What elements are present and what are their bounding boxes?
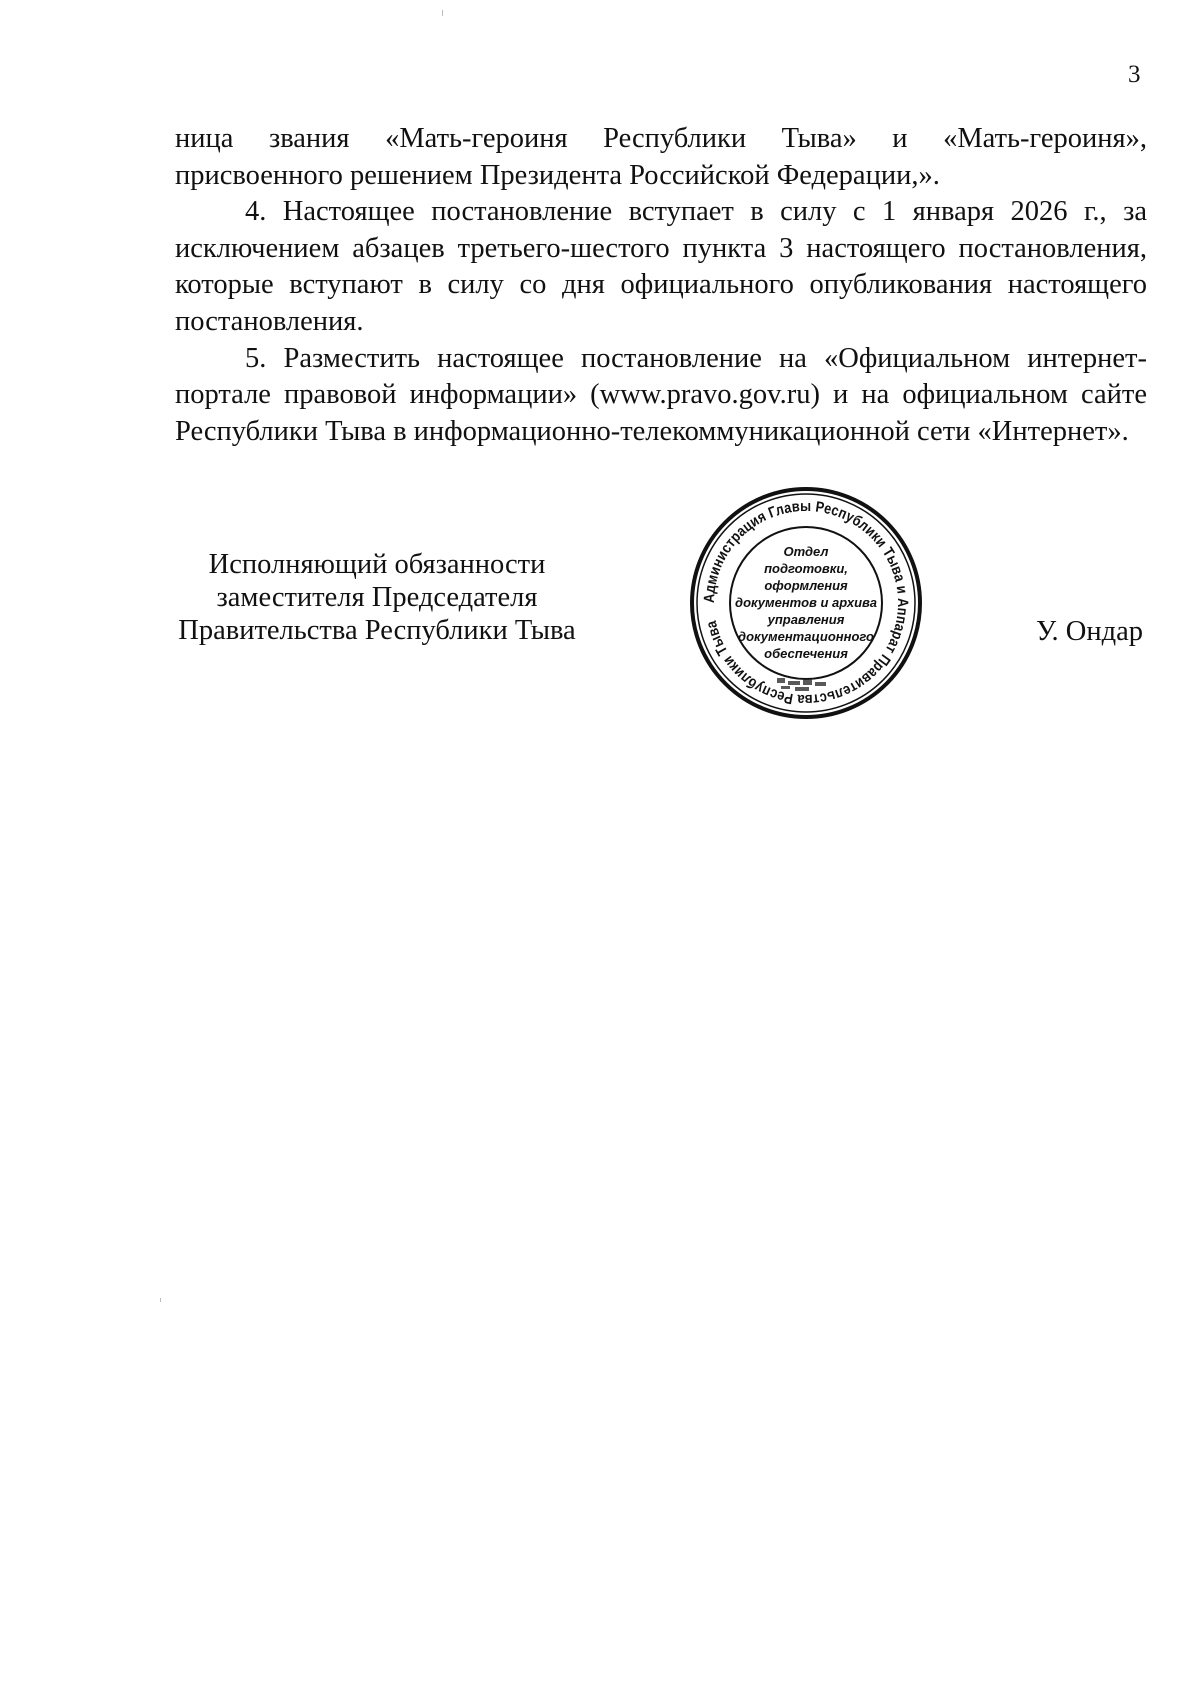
stamp-seal-icon — [685, 482, 927, 724]
stamp-center-line-5: управления — [767, 612, 845, 627]
stamp-center-line-4: документов и архива — [735, 595, 877, 610]
official-stamp — [685, 482, 927, 724]
signatory-position-line-1: Исполняющий обязанности — [208, 549, 546, 580]
signatory-position — [172, 548, 582, 647]
signatory-position-line-2: заместителя Председателя — [216, 582, 538, 613]
scan-artifact-left — [160, 1298, 161, 1302]
stamp-center-line-7: обеспечения — [764, 646, 848, 661]
stamp-center-line-2: подготовки, — [764, 561, 848, 576]
stamp-ring-textpath: Администрация Главы Республики Тыва и Аппарат Правительства Республики Тыва — [700, 497, 912, 709]
signatory-name: У. Ондар — [1036, 616, 1144, 647]
stamp-center-line-3: оформления — [764, 578, 848, 593]
paragraph-item-4: 4. Настоящее постановление вступает в силу с 1 января 2026 г., за исключением абзацев третьего-шестого пункта 3 настоящего постановления, которые вступают в силу со дня официального опубликования настоящего постановления. — [175, 196, 1147, 337]
stamp-center-text — [735, 544, 877, 661]
paragraph-item-5: 5. Разместить настоящее постановление на «Официальном интернет-портале правовой информации» (www.pravo.gov.ru) и на официальном сайте Республики Тыва в информационно-телекоммуникационной сети «Интернет». — [175, 342, 1147, 447]
stamp-center-line-1: Отдел — [783, 544, 829, 559]
document-body — [175, 121, 1147, 450]
signatory-position-line-3: Правительства Республики Тыва — [178, 615, 576, 646]
scan-artifact-top — [442, 10, 443, 16]
page-number: 3 — [1128, 61, 1141, 88]
stamp-center-line-6: документационного — [738, 629, 874, 644]
paragraph-continuation: ница звания «Мать-героиня Республики Тыва» и «Мать-героиня», присвоенного решением Президента Российской Федерации,». — [175, 123, 1147, 191]
